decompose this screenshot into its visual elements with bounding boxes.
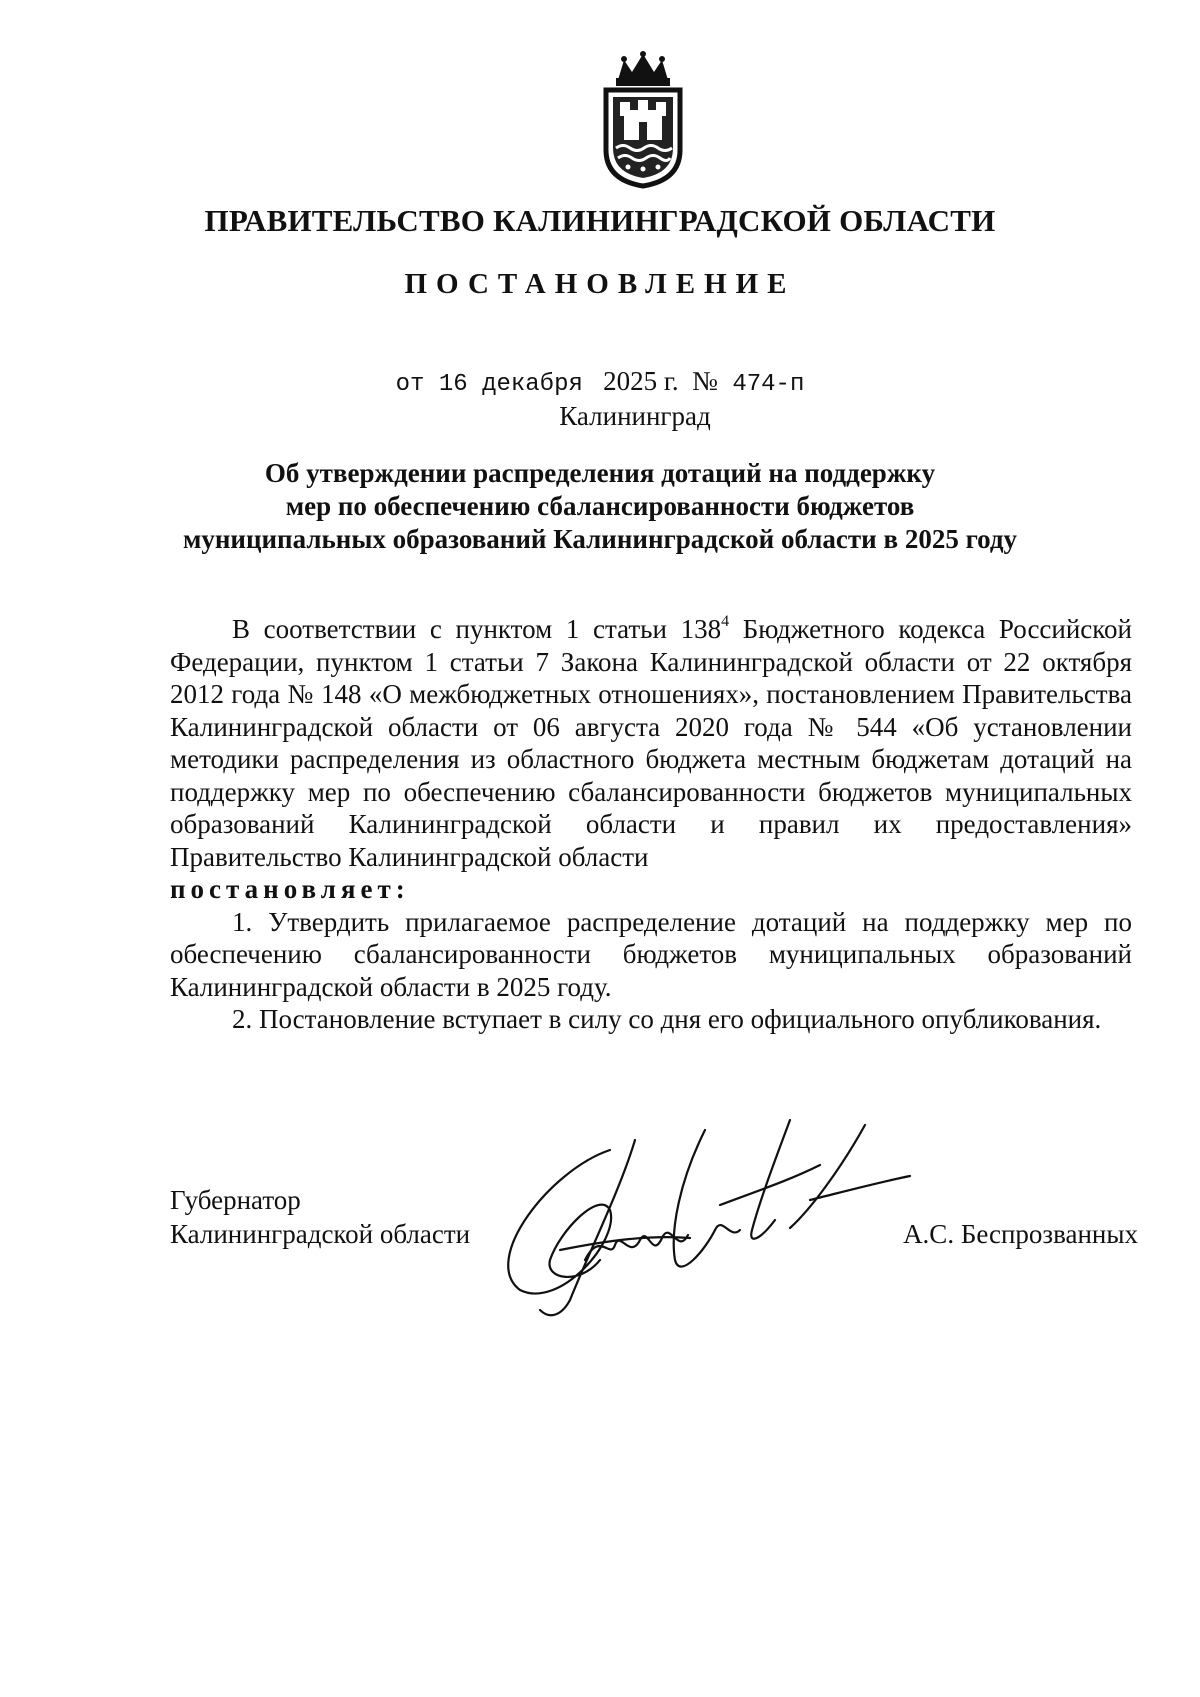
registration-line [0,366,1200,398]
handwritten-signature-icon [490,1110,930,1330]
article-superscript: 4 [721,613,730,630]
signatory-position-line: Губернатор [170,1185,301,1215]
list-item: 2. Постановление вступает в силу со дня его официального опубликования. [232,1004,1102,1034]
date-prefix: от [395,371,425,398]
date-year: 2025 г. [603,366,679,396]
resolves-line [170,873,1132,906]
coat-of-arms-icon [596,50,690,190]
preamble-text: В соответствии с пунктом 1 статьи 138 [232,614,722,644]
subject-line: муниципальных образований Калининградской области в 2025 году [182,524,1018,554]
subject-line: Об утверждении распределения дотаций на поддержку [264,458,936,488]
signatory-name: А.С. Беспрозванных [903,1219,1138,1249]
preamble-text-continued: Бюджетного кодекса Российской Федерации, пунктом 1 статьи 7 Закона Калининградской области от 22 октября 2012 года № 148 «О межбюджетных отношениях», постановлением Правительства Калининградской области от 06 августа 2020 года № 544 «Об установлении методики распределения из областного бюджета местным бюджетам дотаций на поддержку мер по обеспечению сбалансированности бюджетов муниципальных образований Калининградской области и правил их предоставления» Правительство Калининградской области [170,614,1132,872]
date-day-month: 16 декабря [438,371,583,398]
number-sign: № [692,366,718,396]
preamble-paragraph [170,613,1132,873]
resolves-word: постановляет: [170,874,410,904]
document-number: 474-п [732,371,805,398]
document-body [170,613,1132,1036]
organization-title: ПРАВИТЕЛЬСТВО КАЛИНИНГРАДСКОЙ ОБЛАСТИ [204,203,996,238]
subject-line: мер по обеспечению сбалансированности бюджетов [285,491,915,521]
list-item: 1. Утвердить прилагаемое распределение дотаций на поддержку мер по обеспечению сбалансированности бюджетов муниципальных образований Калининградской области в 2025 году. [170,906,1132,1002]
signatory-position [170,1183,470,1251]
signatory-position-line: Калининградской области [170,1219,471,1249]
document-type: ПОСТАНОВЛЕНИЕ [404,268,796,300]
city: Калининград [559,401,711,431]
document-subject [0,457,1200,556]
